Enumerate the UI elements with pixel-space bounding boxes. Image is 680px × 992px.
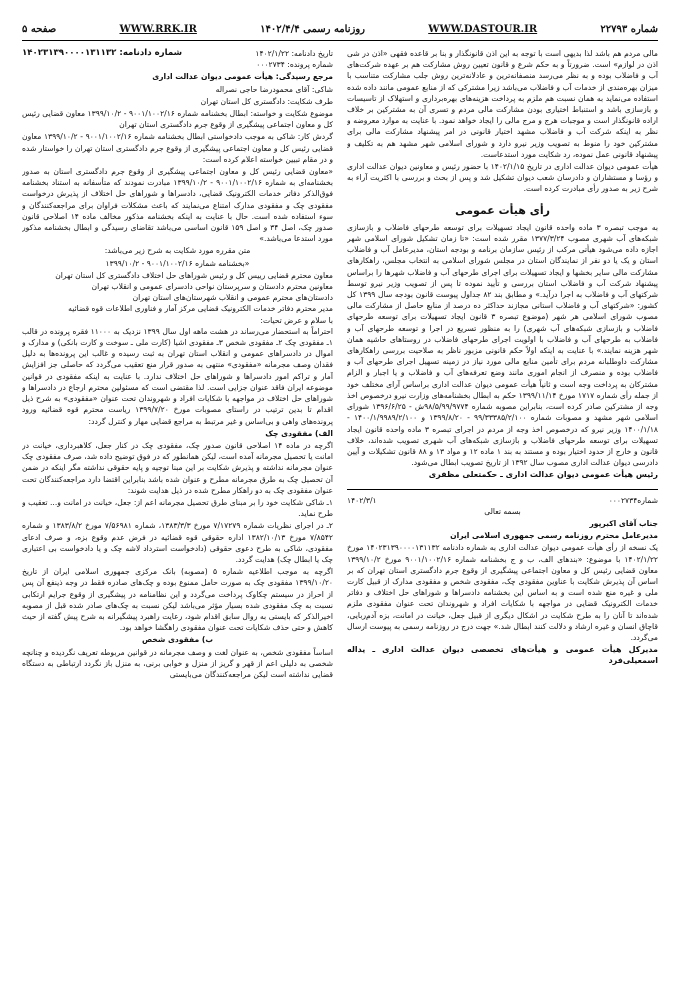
- ruling-signature: رئیس هیأت عمومی دیوان عدالت اداری ـ حکمتعلی مظفری: [428, 470, 658, 480]
- section-divider: [347, 489, 658, 490]
- circular-body: احتراماً به استحضار می‌رساند در هشت ماهه اول سال ۱۳۹۹ نزدیک به ۱۱۰۰۰ فقره پرونده در قالب ۱ـ مفقودی چک ۲ـ مفقودی شخص ۳ـ مفقودی اشیا (کارت ملی ـ سوخت و کارت بانکی) و مدارک و اموال در دادسراهای عمومی و انقلاب استان تهران به ثبت رسیده و غالب این پرونده‌ها به دلیل فقدان وصف مجرمانه «مفقودی» منتهی به صدور قرار منع تعقیب می‌گردد که حاصلی جز افزایش آمار و تراکم امور دادسراها و شوراهای حل اختلاف ندارد. با عنایت به اینکه مفقودی در قوانین موضوعه ایران فاقد عنوان جزایی است. لذا مقتضی است که مسئولین محترم ارجاع در دادسراها و شوراهای حل اختلاف در مواجهه با شکایات افراد و شهروندان تحت عنوان «مفقودی» به شرح ذیل اقدام تا بدین ترتیب در راستای مصوبات مورخ ۱۳۹۹/۷/۲۰ ریاست محترم قوه قضائیه ورود پرونده‌های واهی و بی‌اساس و غیر مرتبط به مراجع قضایی مهار و کنترل گردد:: [22, 326, 333, 426]
- right-column: [347, 48, 658, 974]
- ruling-title: رأی هیأت عمومی: [455, 203, 550, 217]
- file-number: شماره پرونده: ۰۰۰۲۷۳۴: [256, 60, 333, 70]
- case-meta: [22, 48, 333, 59]
- case-number: شماره دادنامه: ۱۴۰۲۳۱۳۹۰۰۰۰۱۳۱۱۳۲: [22, 48, 183, 58]
- basmala: بسمه تعالی: [484, 506, 521, 516]
- letter-meta: [347, 495, 658, 506]
- page-header: [22, 18, 658, 41]
- item-a-list-entry: ۱ـ شاکی شکایت خود را بر مبنای طرق تحصیل مجرمانه اعم از: جعل، خیانت در امانت و... تعقیب و طرح نماید.: [22, 497, 333, 519]
- reference-authority: مرجع رسیدگی: هیأت عمومی دیوان عدالت اداری: [152, 72, 333, 82]
- case-date: تاریخ دادنامه: ۱۴۰۲/۱/۲۲: [255, 49, 333, 58]
- left-column: [22, 48, 333, 974]
- issue-date: روزنامه رسمی ۱۴۰۲/۴/۴: [260, 23, 365, 35]
- letter-body: یک نسخه از رأی هیأت عمومی دیوان عدالت اداری به شماره دادنامه ۱۴۰۲۳۱۳۹۰۰۰۰۱۳۱۱۳۲ مورخ ۱۴۰۲/۱/۲۲ با موضوع: «بندهای الف، ب و ج بخشنامه شماره ۹۰۰۱/۱۰۰۲/۱۶ مورخ ۱۳۹۹/۱۰/۲ معاون قضایی رئیس کل و معاون اجتماعی پیشگیری از وقوع جرم دادگستری استان تهران که بر اساس آن پذیرش شکایت با عناوین مفقودی چک، مفقودی شخص و مفقودی مدارک از قبیل کارت ملی و غیره منع شده است و به اساس این بخشنامه دادسراها و شوراهای حل اختلاف و دفاتر خدمات الکترونیک قضایی در مواجهه با شکایات افراد و شهروندان تحت عنوان مفقودی ملزم شده‌اند تا آنان را به طرح شکایت در اشکال دیگری از قبیل جعل، خیانت در امانت، بزه آدم‌ربایی، قاچاق انسان و غیره ارشاد و دلالت کنند ابطال شد.» جهت درج در روزنامه رسمی به پیوست ارسال می‌گردد.: [347, 543, 658, 642]
- addressee-name: جناب آقای اکبرپور: [589, 518, 658, 528]
- addressee-list: [22, 270, 333, 326]
- item-a-title: الف) مفقودی چک: [265, 428, 333, 438]
- content-columns: [22, 48, 658, 974]
- plaintiff: شاکی: آقای محمودرضا حاجی نصراله: [215, 84, 333, 94]
- site-link-dastour[interactable]: WWW.DASTOUR.IR: [428, 23, 538, 35]
- intro-paragraph: مالی مردم هم باشد لذا بدیهی است با توجه به این اذن قانونگذار و بنا بر قاعده فقهی «اذن در شی اذن در لوازم» است. ضرورتاً و به حکم شرع و قانون تعیین روش مشارکت هم بر عهده شرکت‌های آب و فاضلاب بوده و به نظر می‌رسد منصفانه‌ترین و عادلانه‌ترین روش جلب مشارکت متناسب با میزان بهره‌مندی از خدمات آب و فاضلاب می‌باشد زیرا مشترکی که از منابع عمومی مانند داده شده استفاده می‌نماید به همان نسبت هم ملزم به پرداخت هزینه‌های بهره‌برداری و استهلاک از تاسیسات و بازسازی باشد و استنباط اختیاری بودن مشارکت مالی مردم و تسری آن به مشترکین بر خلاف اراده قانونگذار است و موجبات هرج و مرج مالی را ایجاد خواهد نمود. با عنایت به موارد معروضه و نظر به اینکه شرکت آب و فاضلاب مشهد اختیار قانونی در امر پیشنهاد مشارکت مالی برای مشترکین خود را منوط به تصویب وزیر نیرو دارد و شورای اسلامی شهر مشهد هم به تکلیف و پیشنهاد قانونی عمل نموده، رد شکایت مورد استدعاست.: [347, 49, 658, 159]
- text-intro: متن مقرره مورد شکایت به شرح زیر می‌باشد:: [104, 246, 251, 256]
- addressee-item: دادستان‌های محترم عمومی و انقلاب شهرستان‌های استان تهران: [132, 293, 333, 303]
- letter-closing: مدیرکل هیأت عمومی و هیأت‌های تخصصی دیوان عدالت اداری ـ یداله اسمعیلی‌فرد: [347, 645, 658, 666]
- proceedings: گردش کار: شاکی به موجب دادخواستی ابطال بخشنامه شماره ۹۰۰۱/۱۰۰۲/۱۶ - ۱۳۹۹/۱۰/۲ معاون قضایی رئیس کل و معاون اجتماعی پیشگیری از وقوع جرم دادگستری استان تهران را خواستار شده و در مقام تبیین خواسته اعلام کرده است:: [22, 132, 333, 164]
- item-b-title: ب) مفقودی شخص: [142, 635, 213, 645]
- intro-paragraph: هیأت عمومی دیوان عدالت اداری در تاریخ ۱۴۰۲/۱/۱۵ با حضور رئیس و معاونین دیوان عدالت اداری و رؤسا و مستشاران و دادرسان شعب دیوان تشکیل شد و پس از بحث و بررسی با اکثریت آراء به شرح زیر به صدور رأی مبادرت کرده است.: [347, 162, 658, 194]
- addressee-item: مدیر محترم دفاتر خدمات الکترونیک قضایی مرکز آمار و فناوری اطلاعات قوه قضائیه: [68, 304, 333, 314]
- item-b-body: اساساً مفقودی شخص، به عنوان لغت و وصف مجرمانه در قوانین مربوطه تعریف نگردیده و چنانچه شخصی به دلیلی اعم از قهر و گریز از منزل و خوابی برنی، به منزل باز نگردد ارتباطی به دستگاه قضایی نداشته است لیکن مراجعه‌کنندگان می‌بایستی: [22, 647, 333, 679]
- issue-number: شماره ۲۲۷۹۳: [600, 23, 658, 35]
- addressee-item: معاون محترم قضایی رییس کل و رئیس شوراهای حل اختلاف دادگستری کل استان تهران: [55, 270, 333, 280]
- item-a-list-entry: اگرچه به موجب اطلاعیه شماره ۵ (مصوبه) بانک مرکزی جمهوری اسلامی ایران از تاریخ ۱۳۹۹/۱۰/۲۰ مفقودی چک به صورت حامل ممنوع بوده و چک‌های صادره فقط در وجه ذینفع آن پس از احراز در سیستم چکاوک پرداخت می‌گردد و این نظامنامه در پیشگیری از وقوع جرایم ارتکابی نسبت به چک مفقودی شده بسیار مؤثر می‌باشد لیکن نسبت به چک‌های صادر شده قبل از مصوبه اخیرالذکر که بایستی به روال سابق اقدام شود، رعایت راهبرد پیشگیرانه به شرح پیش گفته از حیث کاهش و حتی حذف شکایات تحت عنوان مفقودی راهگشا خواهد بود.: [22, 567, 333, 633]
- defendant: طرف شکایت: دادگستری کل استان تهران: [200, 96, 333, 106]
- circular-reference: «بخشنامه شماره ۹۰۰۱/۱۰۰۲/۱۶ - ۱۳۹۹/۱۰/۲: [105, 258, 250, 268]
- addressee-title: مدیرعامل محترم روزنامه رسمی جمهوری اسلامی ایران: [450, 531, 658, 541]
- complaint-quote: «معاون قضایی رئیس کل و معاون اجتماعی پیشگیری از وقوع جرم دادگستری استان به صدور بخشنامه‌ای به شماره ۹۰۰۱/۱۰۰۲/۱۶ - ۱۳۹۹/۱۰/۲ مبادرت نمودند که متأسفانه به استناد بخشنامه فوق‌الذکر دفاتر خدمات الکترونیک قضایی، دادسراها و شوراهای حل اختلاف از پذیرش درخواست مفقودی چک و مفقودی مدارک امتناع می‌نمایند که باعث مشکلات فراوان برای مراجعه‌کنندگان و سوء استفاده شده است. حال با عنایت به اینکه بخشنامه مذکور مخالف ماده ۱۴ اصلاحی قانون صدور چک، اصل ۳۴ و اصل ۱۵۹ قانون اساسی می‌باشد تقاضای رسیدگی و ابطال بخشنامه مذکور مورد استدعا می‌باشد.»: [22, 167, 333, 244]
- item-a-list-entry: ۲ـ در اجرای نظریات شماره ۷/۱۷۲۷۹ مورخ ۱۳۸۳/۳/۳، شماره ۷/۵۶۹۸۱ مورخ ۱۳۸۳/۸/۲ و شماره ۷/۸۵۴۲ مورخ ۱۳۸۲/۱۰/۱۳ اداره حقوقی قوه قضائیه در فرض عدم وقوع بزه، و صرف ادعای مفقودی، شاکی به طرح دعوی حقوقی (دادخواست استرداد لاشه چک و یا دادخواست بی اعتباری چک یا ابطال چک) هدایت گردد.: [22, 521, 333, 564]
- addressee-item: با سلام و عرض تحیات:: [260, 315, 333, 325]
- page-label: صفحه ۵: [22, 23, 57, 35]
- subject: موضوع شکایت و خواسته: ابطال بخشنامه شماره ۹۰۰۱/۱۰۰۲/۱۶ - ۱۳۹۹/۱۰/۲ معاون قضایی رئیس کل و معاون اجتماعی پیشگیری از وقوع جرم دادگستری استان تهران: [22, 109, 333, 130]
- item-a-body: اگرچه در ماده ۱۴ اصلاحی قانون صدور چک، مفقودی چک در کنار جعل، کلاهبرداری، خیانت در امانت یا تحصیل مجرمانه آمده است، لیکن همانطور که در فوق توضیح داده شد، صرف مفقودی چک عنوان مجرمانه نداشته و پذیرش شکایت بر این مبنا توجیه و پایه حقوقی نداشته مگر اینکه در ضمن آن تحصیل چک به طرق مجرمانه مطرح و عنوان شده باشد بنابراین اقتضا دارد مراجعه‌کنندگان تحت عنوان مفقودی چک به دو راهکار مطرح شده در ذیل هدایت شوند:: [22, 440, 333, 495]
- addressee-item: معاونین محترم دادستان و سرپرستان نواحی دادسرای عمومی و انقلاب تهران: [91, 282, 333, 292]
- ruling-text: به موجب تبصره ۳ ماده واحده قانون ایجاد تسهیلات برای توسعه طرحهای فاضلاب و بازسازی شبکه‌های آب شهری مصوب ۱۳۷۷/۳/۲۴ مقرر شده است: «تا زمان تشکیل شورای اسلامی شهر اجازه داده می‌شود هیأتی مرکب از رئیس سازمان برنامه و بودجه استان، مدیرعامل آب و فاضلاب استان و یک یا دو نفر از نمایندگان استان در مجلس شورای اسلامی به انتخاب مجلس، راهکارهای مشارکت مالی سایر بخشها و ایجاد تسهیلات برای اجرای طرحهای آب و فاضلاب شهرها را براساس پیشنهاد شرکت آب و فاضلاب استان بررسی و تأیید نموده تا پس از تصویب وزیر نیرو توسط شرکتهای آب و فاضلاب به اجرا درآید.» و مطابق بند ۸۲ جداول پیوست قانون بودجه سال ۱۳۹۹ کل کشور: «شرکتهای آب و فاضلاب استانی مجازند حداکثر ده درصد از منابع حاصل از مشارکت مالی مصوب شورای اسلامی هر شهر (موضوع تبصره ۳ قانون ایجاد تسهیلات برای توسعه طرحهای فاضلاب و بازسازی شبکه‌های آب شهری) را به منظور تسریع در اجرا و توسعه طرحهای آب و فاضلاب به طرحهای آب و فاضلاب با اولویت اجرای طرحهای فاضلاب در روستاهای حاشیه همان شهر هزینه نمایند.» با عنایت به اینکه اولاً حکم قانونی مزبور ناظر به صلاحیت بررسی راهکارهای مشارکت داوطلبانه مردم برای تأمین منابع مالی مورد نیاز در زمینه تسهیل اجرای طرحهای آب و فاضلاب بوده و منصرف از انجام اموری مانند وضع تعرفه‌های آب و فاضلاب و یا اجبار و الزام مشترکان به پرداخت وجه است و ثانیاً هیأت عمومی دیوان عدالت اداری براساس آرای مختلف خود از جمله رأی شماره ۱۷۱۷ مورخ ۱۳۹۹/۱۱/۱۴ حکم به ابطال بخشنامه‌های وزارت نیرو درخصوص اخذ وجه از مشترکین صادر کرده است، بنابراین مصوبه شماره ۹۸/۵/۹۹/۹۷۷۴ش - ۱۳۹۶/۶/۲۵ شورای اسلامی شهر مشهد و مصوبات شماره ۹۹/۳۳۳۸۵/۲/۱۰۰ - ۱۳۹۹/۸/۲۰ و ۱۴۰۰/۱/۹۹۸۹/۲/۱۰۰ - ۱۴۰۰/۱/۱۸ وزیر نیرو که درخصوص اخذ وجه از مردم در اجرای تبصره ۳ ماده واحده قانون ایجاد تسهیلات برای توسعه طرحهای فاضلاب و بازسازی شبکه‌های آب شهری تصویب شده‌اند، خلاف قانون و خارج از حدود اختیار بوده و مستند به بند ۱ ماده ۱۲ و مواد ۱۳ و ۸۸ قانون تشکیلات و آیین دادرسی دیوان عدالت اداری مصوب سال ۱۳۹۲ از تاریخ تصویب ابطال می‌شود.: [347, 222, 658, 468]
- letter-number: شماره۰۰۰۲۷۳۴: [608, 495, 658, 505]
- letter-date: ۱۴۰۲/۳/۱: [347, 495, 377, 505]
- site-link-rrk[interactable]: WWW.RRK.IR: [119, 23, 197, 35]
